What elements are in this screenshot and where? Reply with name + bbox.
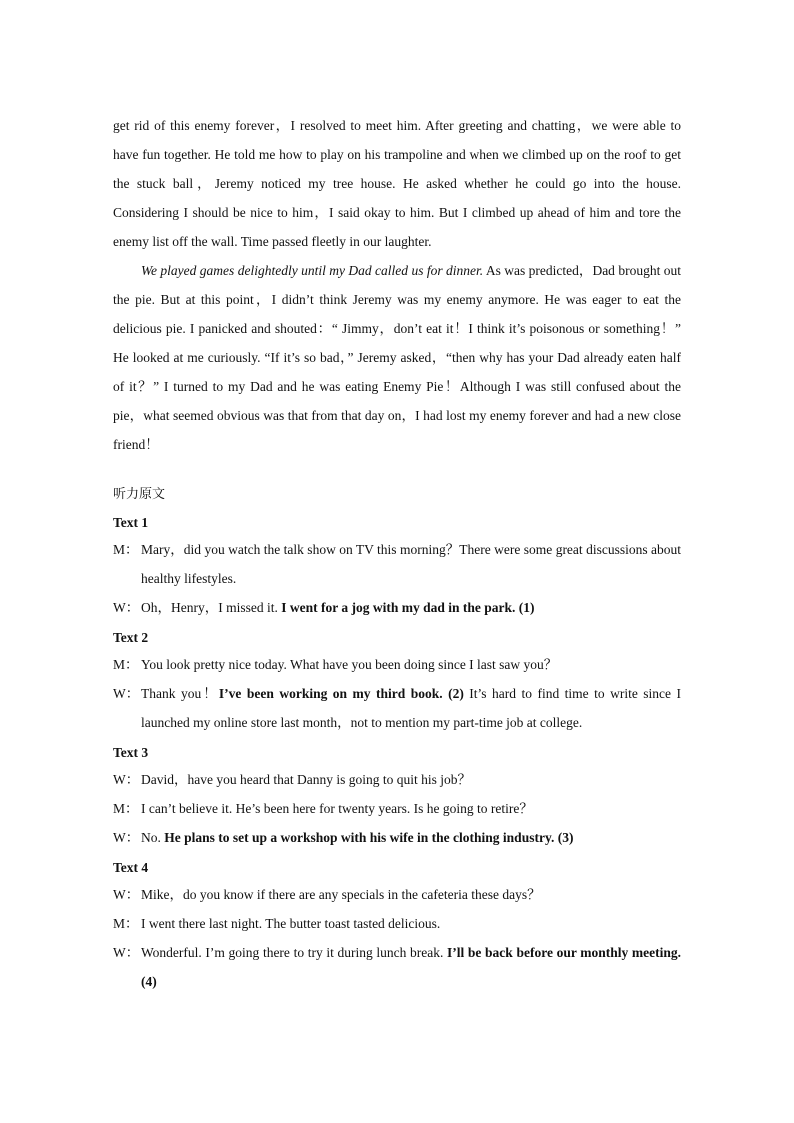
dialogue-text: You look pretty nice today. What have you been doing since I last saw you？	[141, 657, 558, 672]
text-4-label: Text 4	[113, 860, 149, 875]
speaker-label: M：	[113, 801, 139, 816]
dialogue-line	[113, 765, 681, 794]
dialogue-text: I can’t believe it. He’s been here for twenty years. Is he going to retire？	[141, 801, 533, 816]
text-2-label: Text 2	[113, 630, 149, 645]
dialogue-line	[113, 938, 681, 996]
text-3-label: Text 3	[113, 745, 149, 760]
answer-key-text: I’ve been working on my third book. (2)	[218, 686, 464, 701]
speaker-label: W：	[113, 830, 140, 845]
dialogue-text: No.	[141, 830, 165, 845]
answer-key-text: He plans to set up a workshop with his wife in the clothing industry. (3)	[164, 830, 574, 845]
text-1-label: Text 1	[113, 515, 149, 530]
speaker-label: W：	[113, 887, 140, 902]
dialogue-line	[113, 823, 681, 852]
dialogue-text: Wonderful. I’m going there to try it during lunch break.	[141, 945, 448, 960]
dialogue-text: It’s hard to find time to write since I launched my online store last month，not to mention my part-time job at college.	[141, 686, 681, 730]
speaker-label: W：	[113, 686, 140, 701]
speaker-label: M：	[113, 657, 139, 672]
dialogue-text: Thank you！	[141, 686, 219, 701]
dialogue-line	[113, 880, 681, 909]
story-paragraph-2-rest: As was predicted，Dad brought out the pie. But at this point，I didn’t think Jeremy was my enemy anymore. He was eager to eat the delicious pie. I panicked and shouted：“ Jimmy，don’t eat it！I think it’s poisonous or something！” He looked at me curiously. “If it’s so bad，” Jeremy asked，“then why has your Dad already eaten half of it？” I turned to my Dad and he was eating Enemy Pie！Although I was still confused about the pie，what seemed obvious was that from that day on，I had lost my enemy forever and had a new close friend！	[113, 263, 681, 452]
answer-key-text: I’ll be back before our monthly meeting. (4)	[141, 945, 681, 989]
dialogue-line	[113, 593, 681, 622]
speaker-label: M：	[113, 542, 139, 557]
dialogue-line	[113, 650, 681, 679]
listening-transcript	[113, 483, 681, 996]
dialogue-line	[113, 535, 681, 593]
dialogue-line	[113, 909, 681, 938]
dialogue-text: David，have you heard that Danny is going to quit his job？	[141, 772, 471, 787]
story-paragraph-1: get rid of this enemy forever，I resolved to meet him. After greeting and chatting，we were able to have fun together. He told me how to play on his trampoline and when we climbed up on the roof to get the stuck ball，Jeremy noticed my tree house. He asked whether he could go into the house. Considering I should be nice to him，I said okay to him. But I climbed up ahead of him and tore the enemy list off the wall. Time passed fleetly in our laughter.	[113, 118, 681, 249]
dialogue-text: Mike，do you know if there are any specials in the cafeteria these days？	[141, 887, 541, 902]
dialogue-line	[113, 679, 681, 737]
dialogue-text: I went there last night. The butter toast tasted delicious.	[141, 916, 441, 931]
dialogue-text: Mary，did you watch the talk show on TV this morning？There were some great discussions about healthy lifestyles.	[141, 542, 681, 586]
speaker-label: W：	[113, 600, 140, 615]
speaker-label: W：	[113, 772, 140, 787]
story-italic-sentence: We played games delightedly until my Dad called us for dinner.	[141, 263, 484, 278]
dialogue-text: Oh，Henry，I missed it.	[141, 600, 282, 615]
dialogue-line	[113, 794, 681, 823]
answer-key-text: I went for a jog with my dad in the park. (1)	[281, 600, 535, 615]
story-paragraph-2	[113, 256, 681, 459]
section-title: 听力原文	[113, 487, 166, 502]
story-text	[113, 111, 681, 459]
speaker-label: M：	[113, 916, 139, 931]
speaker-label: W：	[113, 945, 140, 960]
